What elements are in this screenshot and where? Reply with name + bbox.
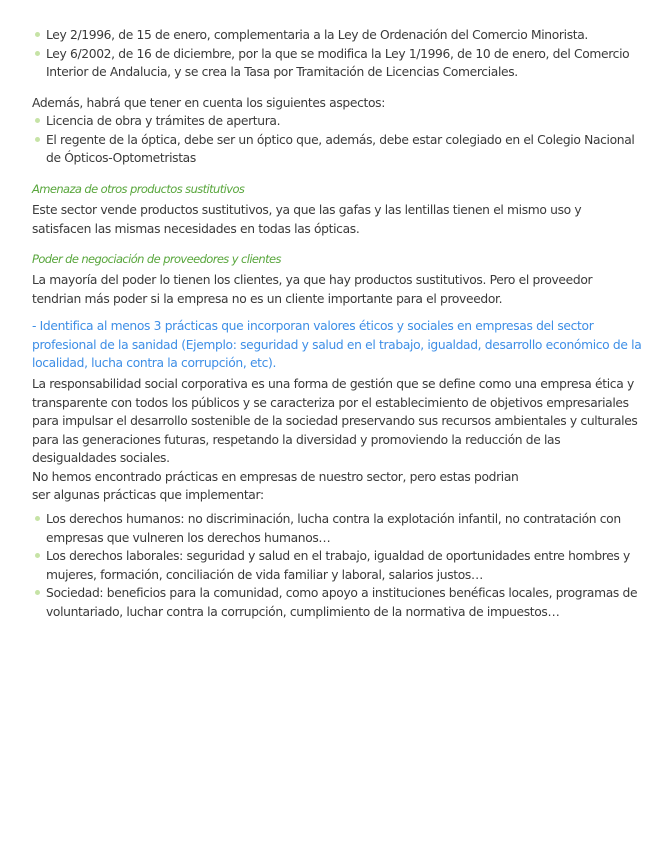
threat-heading: Amenaza de otros productos sustitutivos [32,182,245,196]
practice-text: : beneficios para la comunidad, como apoyo a instituciones benéficas locales, programas de voluntariado, luchar contra la corrupción, cumplimiento de la normativa de impuestos… [46,586,638,619]
practice-item [32,584,642,621]
practice-term: Sociedad [46,586,100,600]
aspects-list [32,112,642,168]
threat-text: Este sector vende productos sustitutivos, ya que las gafas y las lentillas tienen el mismo uso y satisfacen las mismas necesidades en todas las ópticas. [32,203,582,236]
laws-list [32,26,642,82]
practice-term: derechos laborales [69,549,180,563]
aspects-intro: Además, habrá que tener en cuenta los siguientes aspectos: [32,96,385,110]
practice-pre: Los [46,512,66,526]
practices-intro-line1: No hemos encontrado prácticas en empresas de nuestro sector, pero estas podrian [32,470,519,484]
practice-item [32,510,642,547]
practices-intro-line2: ser algunas prácticas que implementar: [32,488,264,502]
law-item: Ley 2/1996, de 15 de enero, complementaria a la Ley de Ordenación del Comercio Minorista. [32,26,642,45]
rsc-rest: es una forma de gestión que se define como una empresa ética y transparente con todos los públicos y se caracteriza por el establecimiento de objetivos empresariales para impulsar el desarrollo sostenible de la sociedad preservando sus recursos ambientales y culturales para las generaciones futuras, respetando la diversidad y promoviendo la reducción de las desigualdades sociales. [32,377,638,465]
practice-text: : seguridad y salud en el trabajo, igualdad de oportunidades entre hombres y mujeres, formación, conciliación de vida familiar y laboral, salarios justos… [46,549,630,582]
practice-item [32,547,642,584]
question-text: - Identifica al menos 3 prácticas que incorporan valores éticos y sociales en empresas del sector profesional de la sanidad (Ejemplo: seguridad y salud en el trabajo, igualdad, desarrollo económico de la localidad, lucha contra la corrupción, etc). [32,319,642,370]
power-text: La mayoría del poder lo tienen los clientes, ya que hay productos sustitutivos. Pero el proveedor tendrian más poder si la empresa no es un cliente importante para el proveedor. [32,273,593,306]
law-item: Ley 6/2002, de 16 de diciembre, por la que se modifica la Ley 1/1996, de 10 de enero, del Comercio Interior de Andalucia, y se crea la Tasa por Tramitación de Licencias Comerciales. [32,45,642,82]
rsc-lead: La [32,377,46,391]
aspect-item: Licencia de obra y trámites de apertura. [32,112,642,131]
aspect-item: El regente de la óptica, debe ser un óptico que, además, debe estar colegiado en el Colegio Nacional de Ópticos-Optometristas [32,131,642,168]
practices-list [32,510,642,621]
rsc-term: responsabilidad social corporativa [49,377,248,391]
practice-pre: Los [46,549,66,563]
rsc-paragraph [32,375,642,468]
power-heading: Poder de negociación de proveedores y clientes [32,252,281,266]
practice-text: : no discriminación, lucha contra la explotación infantil, no contratación con empresas que vulneren los derechos humanos… [46,512,621,545]
practice-term: derechos humanos [69,512,181,526]
